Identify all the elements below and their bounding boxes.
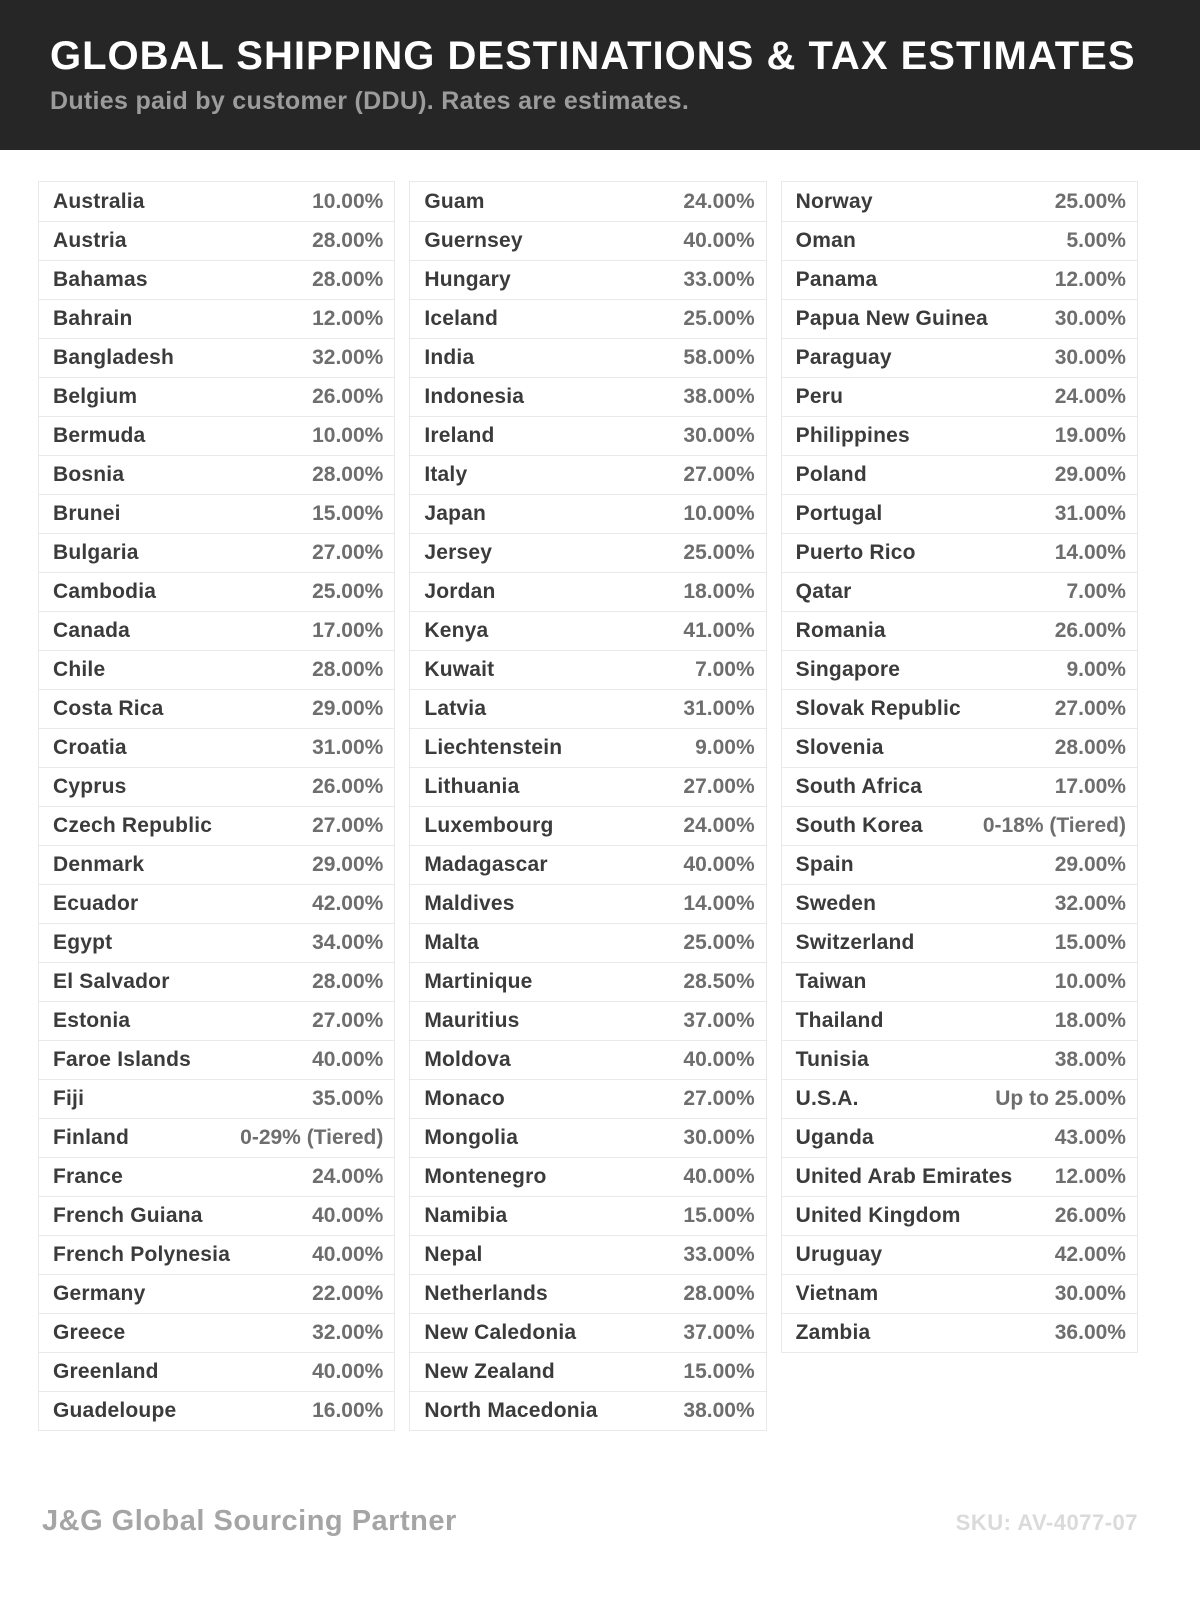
country-name: Switzerland bbox=[795, 931, 915, 954]
tax-rate: 31.00% bbox=[312, 736, 384, 759]
country-name: Tunisia bbox=[795, 1048, 870, 1071]
tax-rate: 35.00% bbox=[312, 1087, 384, 1110]
country-name: Egypt bbox=[53, 931, 113, 954]
country-name: France bbox=[53, 1165, 124, 1188]
tax-rate: 25.00% bbox=[312, 580, 384, 603]
country-name: Madagascar bbox=[424, 853, 548, 876]
country-name: Estonia bbox=[53, 1009, 131, 1032]
country-name: Bermuda bbox=[53, 424, 146, 447]
country-name: Latvia bbox=[424, 697, 487, 720]
country-name: Chile bbox=[53, 658, 106, 681]
tax-rate: 28.00% bbox=[312, 463, 384, 486]
country-name: Fiji bbox=[53, 1087, 85, 1110]
country-name: Slovenia bbox=[795, 736, 884, 759]
table-row bbox=[39, 416, 394, 455]
tax-rate: 40.00% bbox=[683, 1165, 755, 1188]
table-row bbox=[782, 182, 1137, 221]
table-row bbox=[782, 1313, 1137, 1352]
tax-rate: 16.00% bbox=[312, 1399, 384, 1422]
country-name: Iceland bbox=[424, 307, 499, 330]
rate-tables bbox=[38, 181, 1138, 1431]
country-name: Canada bbox=[53, 619, 131, 642]
country-name: Croatia bbox=[53, 736, 127, 759]
tax-rate: 10.00% bbox=[312, 189, 384, 213]
table-row bbox=[782, 1118, 1137, 1157]
table-row bbox=[39, 1235, 394, 1274]
table-row bbox=[782, 767, 1137, 806]
table-row bbox=[410, 1001, 765, 1040]
table-row bbox=[39, 923, 394, 962]
table-row bbox=[39, 767, 394, 806]
country-name: New Zealand bbox=[424, 1360, 555, 1383]
country-name: Nepal bbox=[424, 1243, 483, 1266]
table-row bbox=[782, 611, 1137, 650]
tax-rate: 30.00% bbox=[1054, 307, 1126, 330]
table-row bbox=[782, 299, 1137, 338]
rate-table-column-3 bbox=[781, 181, 1138, 1353]
tax-rate: 38.00% bbox=[683, 1399, 755, 1422]
tax-rate: 19.00% bbox=[1054, 424, 1126, 447]
tax-rate: 28.50% bbox=[683, 970, 755, 993]
table-row bbox=[782, 728, 1137, 767]
tax-rate: 26.00% bbox=[1054, 619, 1126, 642]
table-row bbox=[410, 221, 765, 260]
table-row bbox=[782, 650, 1137, 689]
table-row bbox=[410, 338, 765, 377]
tax-rate: 30.00% bbox=[1054, 346, 1126, 369]
tax-rate: 40.00% bbox=[312, 1243, 384, 1266]
table-row bbox=[782, 455, 1137, 494]
tax-rate: 27.00% bbox=[312, 541, 384, 564]
table-row bbox=[782, 1157, 1137, 1196]
tax-rate: 12.00% bbox=[1054, 1165, 1126, 1188]
country-name: Finland bbox=[53, 1126, 130, 1149]
country-name: Spain bbox=[795, 853, 854, 876]
country-name: Belgium bbox=[53, 385, 138, 408]
country-name: Norway bbox=[795, 189, 873, 213]
country-name: Taiwan bbox=[795, 970, 867, 993]
tax-rate: 12.00% bbox=[1054, 268, 1126, 291]
tax-rate: 34.00% bbox=[312, 931, 384, 954]
country-name: Hungary bbox=[424, 268, 511, 291]
tax-rate: 29.00% bbox=[312, 697, 384, 720]
tax-rate: 7.00% bbox=[1066, 580, 1126, 603]
table-row bbox=[782, 533, 1137, 572]
tax-rate: 29.00% bbox=[1054, 853, 1126, 876]
tax-rate: 40.00% bbox=[312, 1360, 384, 1383]
country-name: Philippines bbox=[795, 424, 910, 447]
table-row bbox=[39, 221, 394, 260]
tax-rate: 15.00% bbox=[1054, 931, 1126, 954]
tax-rate: 9.00% bbox=[1066, 658, 1126, 681]
table-row bbox=[410, 416, 765, 455]
country-name: Costa Rica bbox=[53, 697, 164, 720]
country-name: Poland bbox=[795, 463, 867, 486]
table-row bbox=[782, 416, 1137, 455]
country-name: Kenya bbox=[424, 619, 489, 642]
table-row bbox=[782, 572, 1137, 611]
country-name: Australia bbox=[53, 189, 145, 213]
table-row bbox=[39, 1391, 394, 1430]
tax-rate: 18.00% bbox=[1054, 1009, 1126, 1032]
table-row bbox=[782, 923, 1137, 962]
table-row bbox=[782, 338, 1137, 377]
country-name: Moldova bbox=[424, 1048, 511, 1071]
tax-rate: 28.00% bbox=[312, 268, 384, 291]
table-row bbox=[782, 260, 1137, 299]
country-name: Ireland bbox=[424, 424, 495, 447]
tax-rate: 28.00% bbox=[1054, 736, 1126, 759]
country-name: Austria bbox=[53, 229, 127, 252]
table-row bbox=[39, 689, 394, 728]
tax-rate: 37.00% bbox=[683, 1321, 755, 1344]
table-row bbox=[410, 494, 765, 533]
tax-rate: 10.00% bbox=[1054, 970, 1126, 993]
tax-rate: 25.00% bbox=[1054, 189, 1126, 213]
table-row bbox=[410, 728, 765, 767]
country-name: Singapore bbox=[795, 658, 901, 681]
tax-rate: 7.00% bbox=[695, 658, 755, 681]
table-row bbox=[39, 728, 394, 767]
country-name: Zambia bbox=[795, 1321, 871, 1344]
table-row bbox=[39, 338, 394, 377]
country-name: North Macedonia bbox=[424, 1399, 598, 1422]
table-row bbox=[782, 806, 1137, 845]
tax-rate: 28.00% bbox=[312, 658, 384, 681]
tax-rate: 40.00% bbox=[683, 229, 755, 252]
country-name: Mauritius bbox=[424, 1009, 520, 1032]
tax-rate: 37.00% bbox=[683, 1009, 755, 1032]
tax-rate: 42.00% bbox=[1054, 1243, 1126, 1266]
tax-rate: Up to 25.00% bbox=[995, 1087, 1126, 1110]
tax-rate: 31.00% bbox=[1054, 502, 1126, 525]
country-name: Puerto Rico bbox=[795, 541, 916, 564]
table-row bbox=[410, 689, 765, 728]
country-name: Indonesia bbox=[424, 385, 525, 408]
country-name: Jordan bbox=[424, 580, 496, 603]
table-row bbox=[782, 1001, 1137, 1040]
table-row bbox=[782, 1235, 1137, 1274]
table-row bbox=[410, 1235, 765, 1274]
country-name: Kuwait bbox=[424, 658, 495, 681]
country-name: Ecuador bbox=[53, 892, 139, 915]
country-name: Jersey bbox=[424, 541, 493, 564]
table-row bbox=[39, 1079, 394, 1118]
table-row bbox=[782, 377, 1137, 416]
brand-name: J&G Global Sourcing Partner bbox=[42, 1505, 457, 1537]
table-row bbox=[39, 806, 394, 845]
country-name: Greenland bbox=[53, 1360, 159, 1383]
country-name: Portugal bbox=[795, 502, 883, 525]
tax-rate: 27.00% bbox=[683, 1087, 755, 1110]
table-row bbox=[410, 923, 765, 962]
table-row bbox=[39, 1118, 394, 1157]
country-name: Romania bbox=[795, 619, 886, 642]
table-row bbox=[410, 884, 765, 923]
country-name: Faroe Islands bbox=[53, 1048, 191, 1071]
tax-rate: 27.00% bbox=[1054, 697, 1126, 720]
table-row bbox=[782, 221, 1137, 260]
country-name: Liechtenstein bbox=[424, 736, 563, 759]
tax-rate: 40.00% bbox=[312, 1048, 384, 1071]
tax-rate: 33.00% bbox=[683, 1243, 755, 1266]
table-row bbox=[39, 884, 394, 923]
country-name: Mongolia bbox=[424, 1126, 519, 1149]
tax-rate: 30.00% bbox=[683, 424, 755, 447]
tax-rate: 43.00% bbox=[1054, 1126, 1126, 1149]
tax-rate: 30.00% bbox=[683, 1126, 755, 1149]
country-name: Uruguay bbox=[795, 1243, 883, 1266]
tax-rate: 25.00% bbox=[683, 931, 755, 954]
footer bbox=[42, 1505, 1138, 1538]
country-name: Oman bbox=[795, 229, 856, 252]
table-row bbox=[39, 845, 394, 884]
table-row bbox=[782, 962, 1137, 1001]
page-subtitle: Duties paid by customer (DDU). Rates are estimates. bbox=[50, 87, 690, 115]
table-row bbox=[410, 1118, 765, 1157]
tax-rate: 15.00% bbox=[683, 1360, 755, 1383]
table-row bbox=[782, 1079, 1137, 1118]
table-row bbox=[39, 572, 394, 611]
country-name: Thailand bbox=[795, 1009, 884, 1032]
table-row bbox=[39, 1040, 394, 1079]
country-name: Qatar bbox=[795, 580, 852, 603]
table-row bbox=[410, 1352, 765, 1391]
tax-rate: 32.00% bbox=[312, 1321, 384, 1344]
tax-rate: 40.00% bbox=[683, 853, 755, 876]
tax-rate: 32.00% bbox=[1054, 892, 1126, 915]
country-name: Guam bbox=[424, 189, 485, 213]
country-name: Slovak Republic bbox=[795, 697, 961, 720]
country-name: Peru bbox=[795, 385, 844, 408]
country-name: Namibia bbox=[424, 1204, 508, 1227]
tax-rate: 30.00% bbox=[1054, 1282, 1126, 1305]
country-name: Czech Republic bbox=[53, 814, 213, 837]
tax-rate: 27.00% bbox=[683, 775, 755, 798]
tax-rate: 0-18% (Tiered) bbox=[982, 814, 1126, 837]
table-row bbox=[410, 962, 765, 1001]
country-name: Maldives bbox=[424, 892, 515, 915]
tax-rate: 58.00% bbox=[683, 346, 755, 369]
table-row bbox=[410, 1157, 765, 1196]
table-row bbox=[39, 1274, 394, 1313]
country-name: U.S.A. bbox=[795, 1087, 859, 1110]
country-name: India bbox=[424, 346, 475, 369]
tax-rate: 28.00% bbox=[312, 229, 384, 252]
tax-rate: 38.00% bbox=[1054, 1048, 1126, 1071]
table-row bbox=[39, 260, 394, 299]
rate-table-column-2 bbox=[409, 181, 766, 1431]
country-name: Bulgaria bbox=[53, 541, 139, 564]
country-name: Greece bbox=[53, 1321, 126, 1344]
tax-rate: 31.00% bbox=[683, 697, 755, 720]
country-name: Denmark bbox=[53, 853, 145, 876]
tax-rate: 28.00% bbox=[683, 1282, 755, 1305]
table-row bbox=[410, 533, 765, 572]
table-row bbox=[39, 611, 394, 650]
table-row bbox=[39, 962, 394, 1001]
table-row bbox=[410, 1196, 765, 1235]
table-row bbox=[39, 1157, 394, 1196]
tax-rate: 27.00% bbox=[683, 463, 755, 486]
tax-rate: 24.00% bbox=[683, 189, 755, 213]
tax-rate: 10.00% bbox=[683, 502, 755, 525]
table-row bbox=[39, 1001, 394, 1040]
country-name: Martinique bbox=[424, 970, 533, 993]
tax-rate: 36.00% bbox=[1054, 1321, 1126, 1344]
tax-rate: 9.00% bbox=[695, 736, 755, 759]
country-name: New Caledonia bbox=[424, 1321, 577, 1344]
country-name: Malta bbox=[424, 931, 480, 954]
country-name: Germany bbox=[53, 1282, 146, 1305]
tax-rate: 14.00% bbox=[1054, 541, 1126, 564]
country-name: Japan bbox=[424, 502, 487, 525]
table-row bbox=[39, 533, 394, 572]
country-name: Lithuania bbox=[424, 775, 520, 798]
country-name: Bahamas bbox=[53, 268, 148, 291]
country-name: Bangladesh bbox=[53, 346, 175, 369]
table-row bbox=[782, 494, 1137, 533]
tax-rate: 28.00% bbox=[312, 970, 384, 993]
tax-rate: 25.00% bbox=[683, 541, 755, 564]
tax-rate: 12.00% bbox=[312, 307, 384, 330]
table-row bbox=[410, 299, 765, 338]
table-row bbox=[782, 845, 1137, 884]
country-name: El Salvador bbox=[53, 970, 170, 993]
sku-label: SKU: AV-4077-07 bbox=[955, 1510, 1138, 1535]
country-name: Papua New Guinea bbox=[795, 307, 988, 330]
country-name: Italy bbox=[424, 463, 468, 486]
table-row bbox=[39, 1352, 394, 1391]
tax-rate: 27.00% bbox=[312, 1009, 384, 1032]
country-name: South Africa bbox=[795, 775, 923, 798]
table-row bbox=[410, 806, 765, 845]
country-name: French Polynesia bbox=[53, 1243, 231, 1266]
country-name: Vietnam bbox=[795, 1282, 879, 1305]
country-name: Guadeloupe bbox=[53, 1399, 177, 1422]
country-name: Cyprus bbox=[53, 775, 127, 798]
table-row bbox=[782, 1274, 1137, 1313]
tax-rate: 33.00% bbox=[683, 268, 755, 291]
tax-rate: 40.00% bbox=[312, 1204, 384, 1227]
table-row bbox=[410, 611, 765, 650]
country-name: Sweden bbox=[795, 892, 877, 915]
tax-rate: 26.00% bbox=[1054, 1204, 1126, 1227]
tax-rate: 18.00% bbox=[683, 580, 755, 603]
table-row bbox=[39, 377, 394, 416]
table-row bbox=[410, 260, 765, 299]
table-row bbox=[39, 650, 394, 689]
tax-rate: 29.00% bbox=[1054, 463, 1126, 486]
tax-rate: 24.00% bbox=[1054, 385, 1126, 408]
tax-rate: 24.00% bbox=[312, 1165, 384, 1188]
table-row bbox=[410, 1391, 765, 1430]
table-row bbox=[39, 1313, 394, 1352]
table-row bbox=[39, 182, 394, 221]
table-row bbox=[410, 182, 765, 221]
country-name: South Korea bbox=[795, 814, 923, 837]
table-row bbox=[410, 377, 765, 416]
country-name: Cambodia bbox=[53, 580, 157, 603]
country-name: Panama bbox=[795, 268, 878, 291]
header-banner bbox=[0, 0, 1200, 150]
page-title: GLOBAL SHIPPING DESTINATIONS & TAX ESTIMATES bbox=[50, 34, 1136, 78]
tax-rate: 5.00% bbox=[1066, 229, 1126, 252]
country-name: Uganda bbox=[795, 1126, 874, 1149]
table-row bbox=[39, 299, 394, 338]
tax-rate: 14.00% bbox=[683, 892, 755, 915]
table-row bbox=[410, 1040, 765, 1079]
table-row bbox=[410, 845, 765, 884]
tax-rate: 29.00% bbox=[312, 853, 384, 876]
tax-rate: 22.00% bbox=[312, 1282, 384, 1305]
tax-rate: 15.00% bbox=[683, 1204, 755, 1227]
country-name: United Kingdom bbox=[795, 1204, 961, 1227]
country-name: Guernsey bbox=[424, 229, 523, 252]
country-name: Montenegro bbox=[424, 1165, 547, 1188]
table-row bbox=[782, 689, 1137, 728]
tax-rate: 27.00% bbox=[312, 814, 384, 837]
country-name: Brunei bbox=[53, 502, 121, 525]
table-row bbox=[410, 1274, 765, 1313]
table-row bbox=[782, 1040, 1137, 1079]
country-name: Bahrain bbox=[53, 307, 133, 330]
table-row bbox=[782, 884, 1137, 923]
table-row bbox=[410, 650, 765, 689]
table-row bbox=[410, 455, 765, 494]
tax-rate: 41.00% bbox=[683, 619, 755, 642]
table-row bbox=[410, 767, 765, 806]
rate-table-column-1 bbox=[38, 181, 395, 1431]
tax-rate: 0-29% (Tiered) bbox=[240, 1126, 384, 1149]
tax-rate: 42.00% bbox=[312, 892, 384, 915]
table-row bbox=[410, 1313, 765, 1352]
tax-rate: 10.00% bbox=[312, 424, 384, 447]
tax-rate: 15.00% bbox=[312, 502, 384, 525]
tax-rate: 32.00% bbox=[312, 346, 384, 369]
country-name: Bosnia bbox=[53, 463, 125, 486]
country-name: Paraguay bbox=[795, 346, 892, 369]
table-row bbox=[782, 1196, 1137, 1235]
tax-rate: 24.00% bbox=[683, 814, 755, 837]
tax-rate: 17.00% bbox=[312, 619, 384, 642]
tax-rate: 26.00% bbox=[312, 775, 384, 798]
country-name: Luxembourg bbox=[424, 814, 554, 837]
tax-rate: 40.00% bbox=[683, 1048, 755, 1071]
country-name: United Arab Emirates bbox=[795, 1165, 1013, 1188]
table-row bbox=[39, 494, 394, 533]
country-name: French Guiana bbox=[53, 1204, 203, 1227]
tax-rate: 38.00% bbox=[683, 385, 755, 408]
table-row bbox=[410, 1079, 765, 1118]
table-row bbox=[39, 1196, 394, 1235]
country-name: Monaco bbox=[424, 1087, 505, 1110]
table-row bbox=[39, 455, 394, 494]
table-row bbox=[410, 572, 765, 611]
tax-rate: 25.00% bbox=[683, 307, 755, 330]
country-name: Netherlands bbox=[424, 1282, 548, 1305]
tax-rate: 17.00% bbox=[1054, 775, 1126, 798]
tax-rate: 26.00% bbox=[312, 385, 384, 408]
